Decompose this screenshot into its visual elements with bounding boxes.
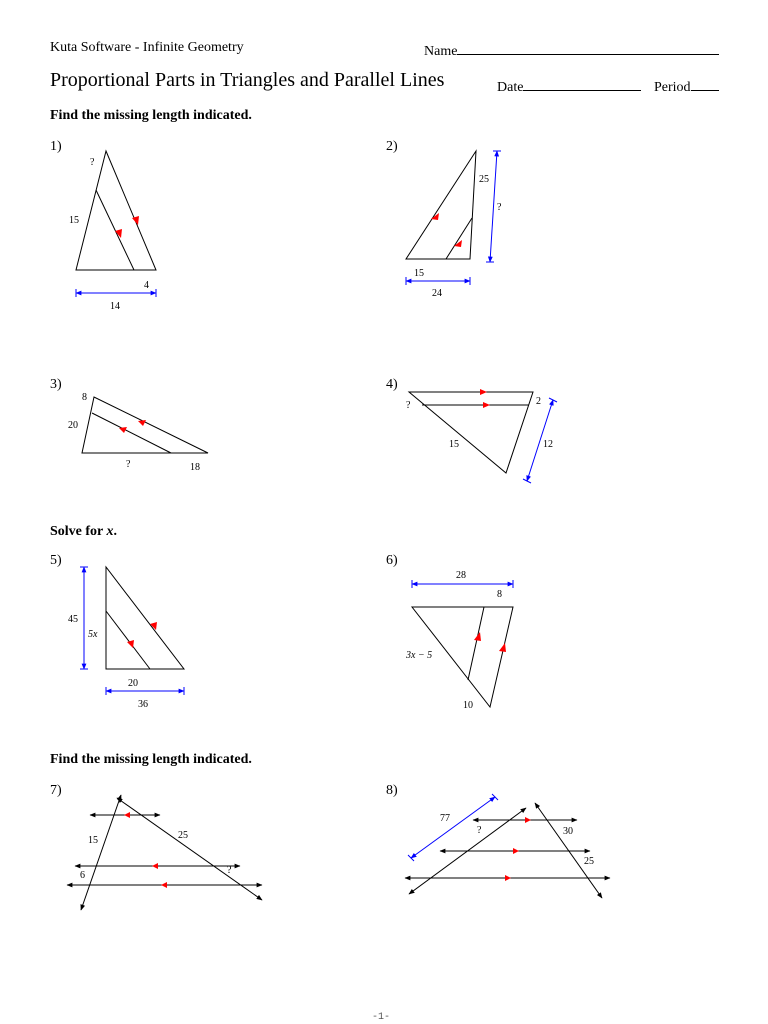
triangle [409, 392, 533, 473]
side-label: 4 [144, 280, 149, 291]
side-label: 3x − 5 [406, 650, 433, 661]
side-label: 15 [414, 268, 424, 279]
side-label: 2 [536, 396, 541, 407]
section-instruction: Find the missing length indicated. [50, 108, 252, 123]
side-label: ? [90, 157, 95, 168]
side-label: 25 [178, 830, 188, 841]
parallel-segment [92, 413, 171, 453]
problem-7-figure [67, 795, 262, 910]
problem-6-figure [405, 570, 513, 711]
worksheet-title: Proportional Parts in Triangles and Parallel Lines [50, 69, 445, 91]
triangle [82, 397, 208, 453]
problem-number: 7) [50, 783, 62, 798]
side-label: 25 [584, 856, 594, 867]
side-label: 8 [82, 392, 87, 403]
side-label: 30 [563, 826, 573, 837]
side-label: 45 [68, 614, 78, 625]
side-label: ? [126, 459, 131, 470]
problem-number: 6) [386, 553, 398, 568]
parallel-arrow [132, 216, 139, 225]
page-number: -1- [372, 1012, 391, 1023]
parallel-segment [468, 607, 484, 680]
name-label: Name [424, 44, 458, 59]
side-label: 36 [138, 699, 148, 710]
side-label: 12 [543, 439, 553, 450]
side-label: 20 [68, 420, 78, 431]
side-label: 8 [497, 589, 502, 600]
parallel-arrow [124, 812, 130, 818]
parallel-arrow [127, 640, 134, 648]
measure-line [411, 797, 495, 858]
date-label: Date [497, 80, 524, 95]
instruction-text: Solve for [50, 524, 107, 539]
problem-3-figure [68, 392, 208, 473]
parallel-arrow [513, 848, 519, 854]
side-label: ? [227, 865, 232, 876]
transversal [81, 795, 121, 910]
side-label: 20 [128, 678, 138, 689]
period-label: Period [654, 80, 691, 95]
section-instruction: Find the missing length indicated. [50, 752, 252, 767]
parallel-arrow [152, 863, 158, 869]
problem-5-figure [68, 567, 184, 710]
problem-number: 5) [50, 553, 62, 568]
triangle [76, 151, 156, 270]
side-label: 15 [69, 215, 79, 226]
side-label: 24 [432, 288, 442, 299]
problem-1-figure [69, 151, 156, 312]
parallel-arrow [499, 643, 506, 652]
parallel-arrow [525, 817, 531, 823]
triangle [406, 151, 476, 259]
parallel-arrow [474, 632, 481, 641]
parallel-segment [96, 190, 134, 270]
side-label: 77 [440, 813, 450, 824]
side-label: 6 [80, 870, 85, 881]
problem-number: 3) [50, 377, 62, 392]
triangle [106, 567, 184, 669]
problem-number: 8) [386, 783, 398, 798]
side-label: ? [406, 400, 411, 411]
side-label: 15 [88, 835, 98, 846]
parallel-segment [106, 611, 150, 669]
parallel-arrow [161, 882, 167, 888]
parallel-arrow [480, 389, 487, 395]
side-label: ? [497, 202, 502, 213]
problem-4-figure [406, 389, 557, 483]
parallel-arrow [454, 240, 462, 247]
problem-2-figure [406, 151, 502, 299]
parallel-segment [446, 218, 472, 259]
parallel-arrow [138, 420, 146, 426]
side-label: 10 [463, 700, 473, 711]
side-label: 5x [88, 629, 98, 640]
problem-number: 2) [386, 139, 398, 154]
publisher-label: Kuta Software - Infinite Geometry [50, 40, 244, 55]
side-label: 15 [449, 439, 459, 450]
problem-8-figure [405, 794, 610, 898]
instruction-variable: x [106, 524, 114, 539]
problem-number: 1) [50, 139, 62, 154]
side-label: 25 [479, 174, 489, 185]
side-label: 28 [456, 570, 466, 581]
problem-number: 4) [386, 377, 398, 392]
parallel-arrow [483, 402, 490, 408]
measure-line [490, 151, 497, 262]
side-label: 18 [190, 462, 200, 473]
instruction-text: . [113, 524, 118, 539]
side-label: 14 [110, 301, 120, 312]
side-label: ? [477, 825, 482, 836]
parallel-arrow [505, 875, 511, 881]
